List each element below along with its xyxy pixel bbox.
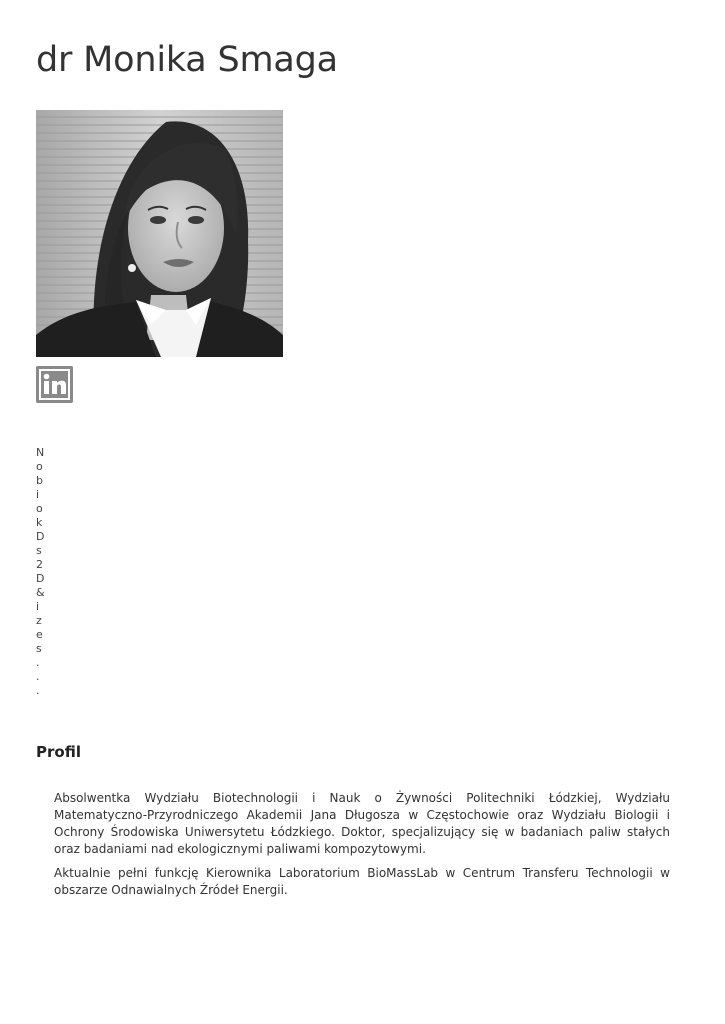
page-title: dr Monika Smaga (36, 40, 338, 80)
collapsed-sidebar-text (36, 446, 46, 700)
profile-paragraph: Absolwentka Wydziału Biotechnologii i Nauk o Żywności Politechniki Łódzkiej, Wydziału Matematyczno-Przyrodniczego Akademii Jana Długosza w Częstochowie oraz Wydziału Biologii i Ochrony Środowiska Uniwersytetu Łódzkiego. Doktor, specjalizujący się w badaniach paliw stałych oraz badaniami nad ekologicznymi paliwami kompozytowymi. (54, 791, 670, 856)
profile-paragraph: Aktualnie pełni funkcję Kierownika Laboratorium BioMassLab w Centrum Transferu Technologii w obszarze Odnawialnych Źródeł Energii. (54, 866, 670, 897)
profile-body (54, 790, 670, 906)
sidebar-text: No biokDs2D&izes... (36, 446, 48, 697)
linkedin-icon[interactable] (36, 366, 73, 403)
profile-heading: Profil (36, 743, 81, 761)
portrait-photo (36, 110, 283, 357)
